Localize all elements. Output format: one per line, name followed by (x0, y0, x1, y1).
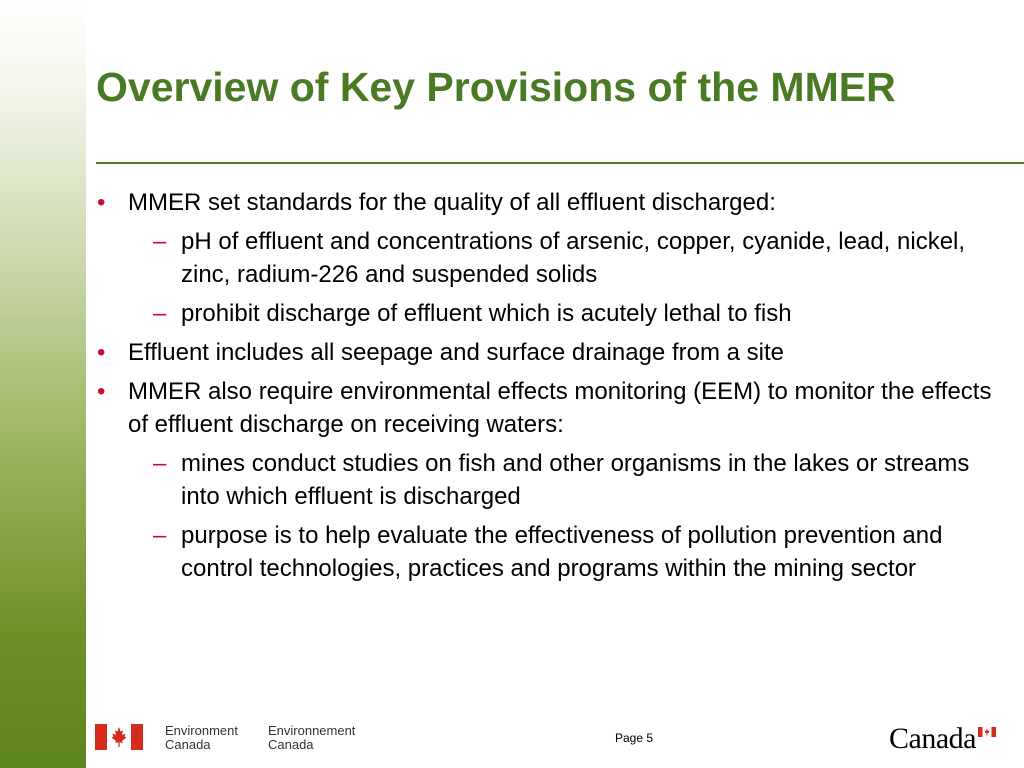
bullet-text: MMER also require environmental effects monitoring (EEM) to monitor the effects of effluent discharge on receiving waters: (128, 378, 992, 438)
dash-marker: – (153, 450, 167, 477)
canada-wordmark: Canada (889, 722, 976, 755)
sub-bullet-item (97, 297, 997, 330)
bullet-list (97, 180, 997, 585)
bullet-item (97, 336, 997, 369)
bullet-text: Effluent includes all seepage and surface drainage from a site (128, 339, 784, 366)
dash-marker: – (153, 300, 167, 327)
page-number: Page 5 (615, 731, 654, 745)
department-name-fr (268, 724, 355, 752)
dash-marker: – (153, 228, 167, 255)
side-gradient-bar (0, 0, 86, 768)
sub-bullet-item (97, 519, 997, 585)
bullet-text: MMER set standards for the quality of all effluent discharged: (128, 189, 776, 216)
bullet-marker: • (97, 378, 106, 405)
bullet-marker: • (97, 189, 106, 216)
bullet-marker: • (97, 339, 106, 366)
bullet-text: purpose is to help evaluate the effectiveness of pollution prevention and control technologies, practices and programs within the mining sector (181, 522, 943, 582)
dash-marker: – (153, 522, 167, 549)
bullet-text: pH of effluent and concentrations of arsenic, copper, cyanide, lead, nickel, zinc, radium-226 and suspended solids (181, 228, 966, 288)
bullet-item (97, 375, 997, 441)
title-divider (96, 162, 1024, 164)
wordmark-flag-icon (978, 727, 996, 737)
sub-bullet-item (97, 447, 997, 513)
dept-en-line1: Environment (165, 723, 238, 738)
bullet-item (97, 186, 997, 219)
dept-fr-line2: Canada (267, 737, 314, 752)
slide-title: Overview of Key Provisions of the MMER (96, 64, 896, 110)
sub-bullet-item (97, 225, 997, 291)
canada-flag-icon (95, 724, 143, 750)
bullet-text: mines conduct studies on fish and other organisms in the lakes or streams into which effluent is discharged (181, 450, 970, 510)
department-name-en (165, 724, 238, 752)
bullet-text: prohibit discharge of effluent which is acutely lethal to fish (181, 300, 792, 327)
dept-en-line2: Canada (165, 737, 211, 752)
dept-fr-line1: Environnement (267, 723, 356, 738)
environment-canada-signature (95, 724, 355, 752)
